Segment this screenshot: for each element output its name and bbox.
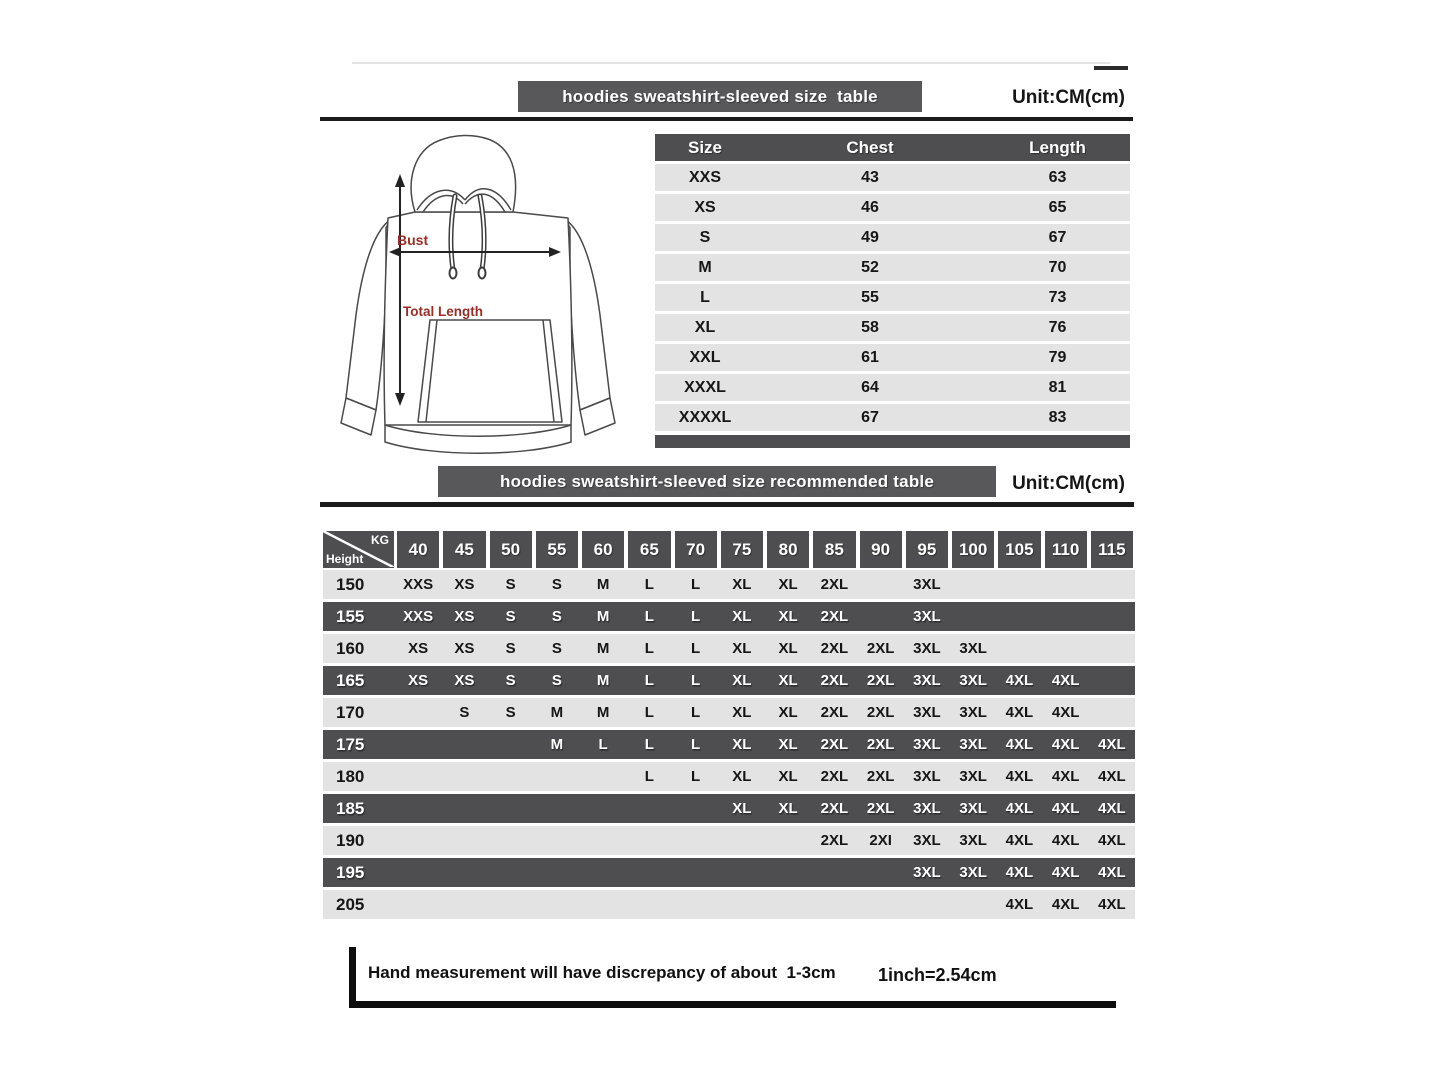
matrix-cell: L: [598, 736, 608, 753]
matrix-cell: 3XL: [959, 768, 987, 785]
size-table-row: [655, 194, 1130, 221]
matrix-cell: L: [644, 768, 654, 785]
matrix-cell: 4XL: [1005, 704, 1034, 721]
hoodie-right-sleeve: [566, 220, 615, 435]
height-label: 205: [336, 894, 365, 914]
matrix-cell: 4XL: [1005, 864, 1034, 881]
col-header-chest: Chest: [846, 137, 894, 157]
divider-rule-top: [320, 117, 1133, 121]
matrix-cell: 2XL: [820, 800, 849, 817]
weight-column-header: 65: [628, 531, 670, 568]
hoodie-diagram: [333, 130, 623, 465]
hoodie-left-sleeve: [341, 220, 390, 435]
matrix-row: [323, 890, 1135, 919]
recommended-table-title-bar: hoodies sweatshirt-sleeved size recommended table: [438, 466, 996, 497]
matrix-cell: XS: [408, 672, 429, 689]
hoodie-hem: [385, 425, 571, 453]
matrix-cell: S: [551, 640, 562, 657]
matrix-cell: 3XL: [959, 736, 987, 753]
weight-column-header: 70: [675, 531, 717, 568]
weight-column-header: 90: [860, 531, 902, 568]
unit-label-top: Unit:CM(cm): [1012, 87, 1125, 108]
matrix-cell: XS: [454, 672, 475, 689]
matrix-cell: 3XL: [959, 640, 987, 657]
matrix-cell: 4XL: [1005, 832, 1034, 849]
weight-column-header: 55: [536, 531, 578, 568]
matrix-cell: 2XL: [866, 672, 895, 689]
matrix-row: [323, 730, 1135, 759]
matrix-cell: 3XL: [913, 672, 941, 689]
size-cell: L: [700, 288, 710, 306]
matrix-header-row: [323, 531, 1135, 568]
matrix-cell: L: [691, 736, 701, 753]
matrix-cell: L: [691, 576, 701, 593]
matrix-cell: 4XL: [1005, 896, 1034, 913]
size-table-row: [655, 224, 1130, 251]
matrix-cell: S: [505, 608, 516, 625]
matrix-cell: L: [644, 640, 654, 657]
matrix-cell: XS: [454, 608, 475, 625]
matrix-cell: M: [596, 672, 610, 689]
weight-column-header: 85: [813, 531, 855, 568]
matrix-cell: 4XL: [1051, 704, 1080, 721]
top-faint-line: [352, 62, 1110, 64]
recommended-matrix: [323, 531, 1135, 922]
matrix-cell: 4XL: [1051, 672, 1080, 689]
weight-column-header: 50: [490, 531, 532, 568]
matrix-cell: 3XL: [959, 832, 987, 849]
matrix-cell: 2XL: [820, 736, 849, 753]
size-cell: XXXL: [684, 378, 726, 396]
col-header-length: Length: [1029, 137, 1086, 157]
matrix-cell: XL: [778, 672, 798, 689]
matrix-cell: 4XL: [1098, 768, 1126, 785]
top-corner-mark: [1094, 66, 1128, 70]
length-cell: 70: [1048, 258, 1067, 276]
weight-column-header: 110: [1045, 531, 1087, 568]
matrix-cell: L: [691, 640, 701, 657]
matrix-cell: 4XL: [1051, 800, 1080, 817]
matrix-cell: 4XL: [1098, 736, 1126, 753]
weight-column-header: 75: [721, 531, 763, 568]
matrix-cell: XL: [732, 736, 752, 753]
matrix-cell: 3XL: [959, 672, 987, 689]
matrix-cell: M: [550, 736, 564, 753]
matrix-cell: XL: [732, 704, 752, 721]
chest-cell: 67: [861, 408, 879, 426]
matrix-cell: 2XL: [820, 704, 849, 721]
matrix-cell: 2XL: [820, 640, 849, 657]
size-table-footer-bar: [655, 435, 1130, 448]
matrix-cell: 3XL: [913, 832, 941, 849]
height-label: 195: [336, 862, 365, 882]
matrix-cell: S: [505, 576, 516, 593]
matrix-cell: L: [644, 672, 654, 689]
chest-cell: 43: [861, 168, 879, 186]
matrix-cell: 4XL: [1005, 736, 1034, 753]
matrix-cell: S: [551, 576, 562, 593]
matrix-cell: 2XL: [866, 640, 895, 657]
matrix-corner-cell: [323, 531, 394, 568]
corner-height-label: Height: [326, 552, 364, 566]
length-cell: 65: [1048, 198, 1067, 216]
matrix-cell: 3XL: [913, 640, 941, 657]
weight-column-header: 100: [952, 531, 994, 568]
matrix-cell: 3XL: [913, 608, 941, 625]
matrix-cell: XL: [732, 640, 752, 657]
matrix-cell: L: [644, 576, 654, 593]
size-table-body: [655, 164, 1130, 431]
matrix-cell: S: [551, 672, 562, 689]
matrix-cell: S: [505, 640, 516, 657]
matrix-cell: 2XL: [866, 768, 895, 785]
length-cell: 63: [1048, 168, 1067, 186]
matrix-cell: 4XL: [1051, 832, 1080, 849]
matrix-cell: XS: [408, 640, 429, 657]
measurement-note: Hand measurement will have discrepancy of about 1-3cm: [368, 963, 836, 982]
matrix-cell: 4XL: [1051, 736, 1080, 753]
matrix-row: [323, 698, 1135, 727]
length-cell: 79: [1048, 348, 1067, 366]
matrix-cell: M: [596, 608, 610, 625]
matrix-body: [323, 570, 1135, 919]
matrix-cell: XS: [454, 640, 475, 657]
length-cell: 81: [1048, 378, 1067, 396]
matrix-cell: 3XL: [959, 704, 987, 721]
matrix-cell: M: [596, 704, 610, 721]
matrix-cell: 3XL: [913, 576, 941, 593]
size-table-header: [655, 134, 1130, 161]
matrix-cell: L: [691, 672, 701, 689]
size-cell: XXXXL: [678, 408, 732, 426]
size-table-row: [655, 314, 1130, 341]
size-table-row: [655, 254, 1130, 281]
matrix-cell: 4XL: [1098, 864, 1126, 881]
matrix-cell: XL: [778, 704, 798, 721]
matrix-cell: XL: [732, 576, 752, 593]
height-label: 170: [336, 702, 365, 722]
matrix-cell: 2XL: [820, 832, 849, 849]
matrix-cell: 3XL: [913, 704, 941, 721]
matrix-cell: 2XI: [869, 832, 892, 849]
weight-column-header: 95: [906, 531, 948, 568]
bust-label: Bust: [397, 232, 429, 248]
matrix-cell: XL: [778, 736, 798, 753]
matrix-cell: L: [644, 736, 654, 753]
height-label: 180: [336, 766, 365, 786]
matrix-cell: 4XL: [1005, 768, 1034, 785]
matrix-row: [323, 634, 1135, 663]
matrix-cell: XL: [732, 608, 752, 625]
size-table-row: [655, 374, 1130, 401]
size-table-row: [655, 344, 1130, 371]
height-label: 150: [336, 574, 365, 594]
matrix-cell: L: [644, 608, 654, 625]
matrix-cell: XL: [778, 640, 798, 657]
matrix-cell: S: [459, 704, 470, 721]
length-cell: 67: [1048, 228, 1067, 246]
matrix-cell: L: [691, 608, 701, 625]
matrix-row: [323, 602, 1135, 631]
matrix-cell: XXS: [403, 608, 434, 625]
matrix-cell: XL: [778, 576, 798, 593]
matrix-cell: 4XL: [1098, 896, 1126, 913]
size-cell: XXL: [689, 348, 721, 366]
length-cell: 83: [1048, 408, 1067, 426]
size-table: [655, 134, 1130, 448]
size-cell: XXS: [688, 168, 721, 186]
matrix-cell: L: [644, 704, 654, 721]
matrix-cell: XL: [778, 768, 798, 785]
matrix-row: [323, 666, 1135, 695]
matrix-cell: XL: [732, 800, 752, 817]
weight-column-header: 80: [767, 531, 809, 568]
matrix-cell: 4XL: [1005, 672, 1034, 689]
matrix-cell: 2XL: [820, 608, 849, 625]
height-label: 165: [336, 670, 365, 690]
chest-cell: 52: [861, 258, 879, 276]
size-cell: XS: [694, 198, 716, 216]
matrix-row: [323, 762, 1135, 791]
size-cell: S: [699, 228, 711, 246]
chest-cell: 61: [861, 348, 879, 366]
weight-column-header: 45: [443, 531, 485, 568]
matrix-row: [323, 858, 1135, 887]
matrix-row: [323, 826, 1135, 855]
matrix-cell: 3XL: [913, 800, 941, 817]
matrix-cell: 2XL: [820, 768, 849, 785]
matrix-cell: 4XL: [1098, 800, 1126, 817]
matrix-cell: 2XL: [820, 576, 849, 593]
matrix-cell: 4XL: [1098, 832, 1126, 849]
matrix-cell: 2XL: [866, 736, 895, 753]
hoodie-hood: [411, 135, 515, 212]
matrix-cell: 4XL: [1005, 800, 1034, 817]
matrix-cell: 4XL: [1051, 896, 1080, 913]
matrix-cell: M: [596, 576, 610, 593]
col-header-size: Size: [687, 137, 723, 157]
chest-cell: 64: [861, 378, 879, 396]
size-cell: XL: [694, 318, 716, 336]
size-table-row: [655, 164, 1130, 191]
height-label: 185: [336, 798, 365, 818]
matrix-cell: 4XL: [1051, 768, 1080, 785]
chest-cell: 49: [861, 228, 879, 246]
total-length-label: Total Length: [403, 304, 483, 319]
matrix-cell: L: [691, 768, 701, 785]
matrix-cell: XXS: [403, 576, 434, 593]
matrix-cell: 2XL: [866, 800, 895, 817]
matrix-cell: XS: [454, 576, 475, 593]
footnote-left-bar: [349, 947, 356, 1008]
height-label: 155: [336, 606, 365, 626]
matrix-cell: M: [596, 640, 610, 657]
weight-column-header: 105: [998, 531, 1040, 568]
matrix-cell: M: [550, 704, 564, 721]
matrix-cell: 3XL: [959, 800, 987, 817]
size-table-title-bar: hoodies sweatshirt-sleeved size table: [518, 81, 922, 112]
matrix-cell: XL: [732, 672, 752, 689]
height-label: 190: [336, 830, 365, 850]
weight-column-header: 115: [1091, 531, 1133, 568]
weight-column-header: 40: [397, 531, 439, 568]
inch-conversion-note: 1inch=2.54cm: [878, 965, 997, 985]
matrix-cell: S: [505, 672, 516, 689]
matrix-cell: 3XL: [959, 864, 987, 881]
matrix-cell: XL: [732, 768, 752, 785]
matrix-cell: 2XL: [820, 672, 849, 689]
divider-rule-middle: [320, 502, 1134, 507]
weight-column-header: 60: [582, 531, 624, 568]
matrix-cell: XL: [778, 800, 798, 817]
size-cell: M: [698, 258, 712, 276]
matrix-row: [323, 570, 1135, 599]
size-table-row: [655, 284, 1130, 311]
matrix-cell: S: [505, 704, 516, 721]
footnote-bottom-bar: [349, 1001, 1116, 1008]
matrix-cell: 3XL: [913, 736, 941, 753]
length-cell: 76: [1048, 318, 1067, 336]
chest-cell: 46: [861, 198, 879, 216]
matrix-cell: 3XL: [913, 768, 941, 785]
hoodie-pocket: [418, 320, 562, 422]
unit-label-middle: Unit:CM(cm): [1012, 473, 1125, 494]
corner-kg-label: KG: [371, 533, 389, 547]
matrix-cell: XL: [778, 608, 798, 625]
matrix-cell: 4XL: [1051, 864, 1080, 881]
length-cell: 73: [1048, 288, 1067, 306]
height-label: 160: [336, 638, 365, 658]
size-table-row: [655, 404, 1130, 431]
chest-cell: 55: [861, 288, 879, 306]
matrix-cell: 2XL: [866, 704, 895, 721]
matrix-row: [323, 794, 1135, 823]
matrix-cell: 3XL: [913, 864, 941, 881]
matrix-cell: L: [691, 704, 701, 721]
chest-cell: 58: [861, 318, 879, 336]
height-label: 175: [336, 734, 365, 754]
matrix-cell: S: [551, 608, 562, 625]
